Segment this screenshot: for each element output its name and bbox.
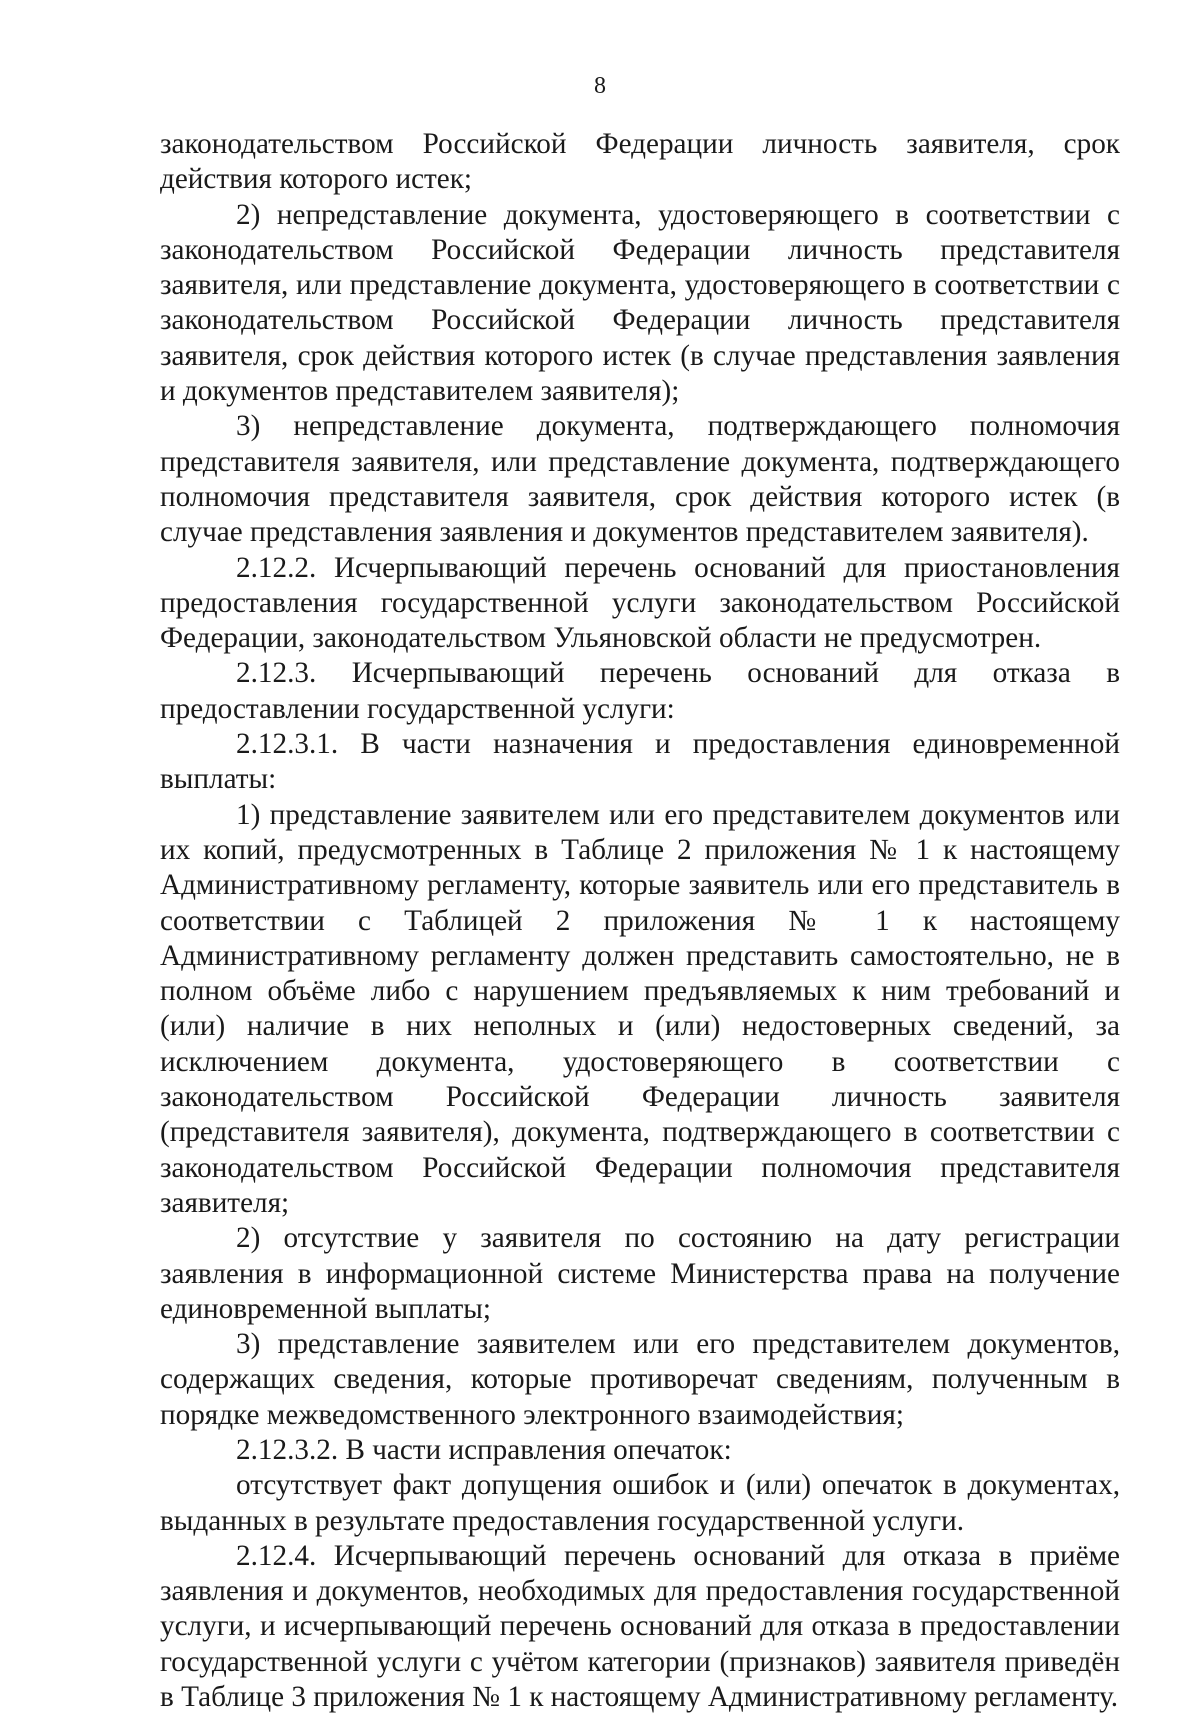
paragraph-2-12-3-2: 2.12.3.2. В части исправления опечаток: [236, 1433, 732, 1466]
paragraph-2-12-3-1: 2.12.3.1. В части назначения и предоставления единовременной выплаты: [160, 728, 1120, 796]
paragraph-continuation: законодательством Российской Федерации личность заявителя, срок действия которого истек; [160, 128, 1120, 196]
paragraph-typo-correction: отсутствует факт допущения ошибок и (или) опечаток в документах, выданных в результате предоставления государственной услуги. [160, 1469, 1120, 1537]
paragraph-refusal-item-1: 1) представление заявителем или его представителем документов или их копий, предусмотренных в Таблице 2 приложения № 1 к настоящему Административному регламенту, которые заявитель или его представитель в соответствии с Таблицей 2 приложения № 1 к настоящему Административному регламенту должен представить самостоятельно, не в полном объёме либо с нарушением предъявляемых к ним требований и (или) наличие в них неполных и (или) недостоверных сведений, за исключением документа, удостоверяющего в соответствии с законодательством Российской Федерации личность заявителя (представителя заявителя), документа, подтверждающего в соответствии с законодательством Российской Федерации полномочия представителя заявителя; [160, 798, 1120, 1219]
document-body [160, 127, 1120, 1715]
paragraph-refusal-item-3: 3) представление заявителем или его представителем документов, содержащих сведения, которые противоречат сведениям, полученным в порядке межведомственного электронного взаимодействия; [160, 1328, 1120, 1431]
paragraph-refusal-item-2: 2) отсутствие у заявителя по состоянию на дату регистрации заявления в информационной системе Министерства права на получение единовременной выплаты; [160, 1222, 1120, 1325]
paragraph-item-2-identity-representative: 2) непредставление документа, удостоверяющего в соответствии с законодательством Российской Федерации личность представителя заявителя, или представление документа, удостоверяющего в соответствии с законодательством Российской Федерации личность представителя заявителя, срок действия которого истек (в случае представления заявления и документов представителем заявителя); [160, 198, 1120, 408]
paragraph-2-12-2: 2.12.2. Исчерпывающий перечень оснований для приостановления предоставления государственной услуги законодательством Российской Федерации, законодательством Ульяновской области не предусмотрен. [160, 551, 1120, 655]
page-number: 8 [594, 73, 606, 99]
paragraph-item-3-authority-document: 3) непредставление документа, подтверждающего полномочия представителя заявителя, или представление документа, подтверждающего полномочия представителя заявителя, срок действия которого истек (в случае представления заявления и документов представителем заявителя). [160, 410, 1120, 549]
paragraph-2-12-4: 2.12.4. Исчерпывающий перечень оснований для отказа в приёме заявления и документов, необходимых для предоставления государственной услуги, и исчерпывающий перечень оснований для отказа в предоставлении государственной услуги с учётом категории (признаков) заявителя приведён в Таблице 3 приложения № 1 к настоящему Административному регламенту. [160, 1539, 1120, 1714]
paragraph-2-12-3: 2.12.3. Исчерпывающий перечень оснований для отказа в предоставлении государственной услуги: [160, 657, 1120, 725]
